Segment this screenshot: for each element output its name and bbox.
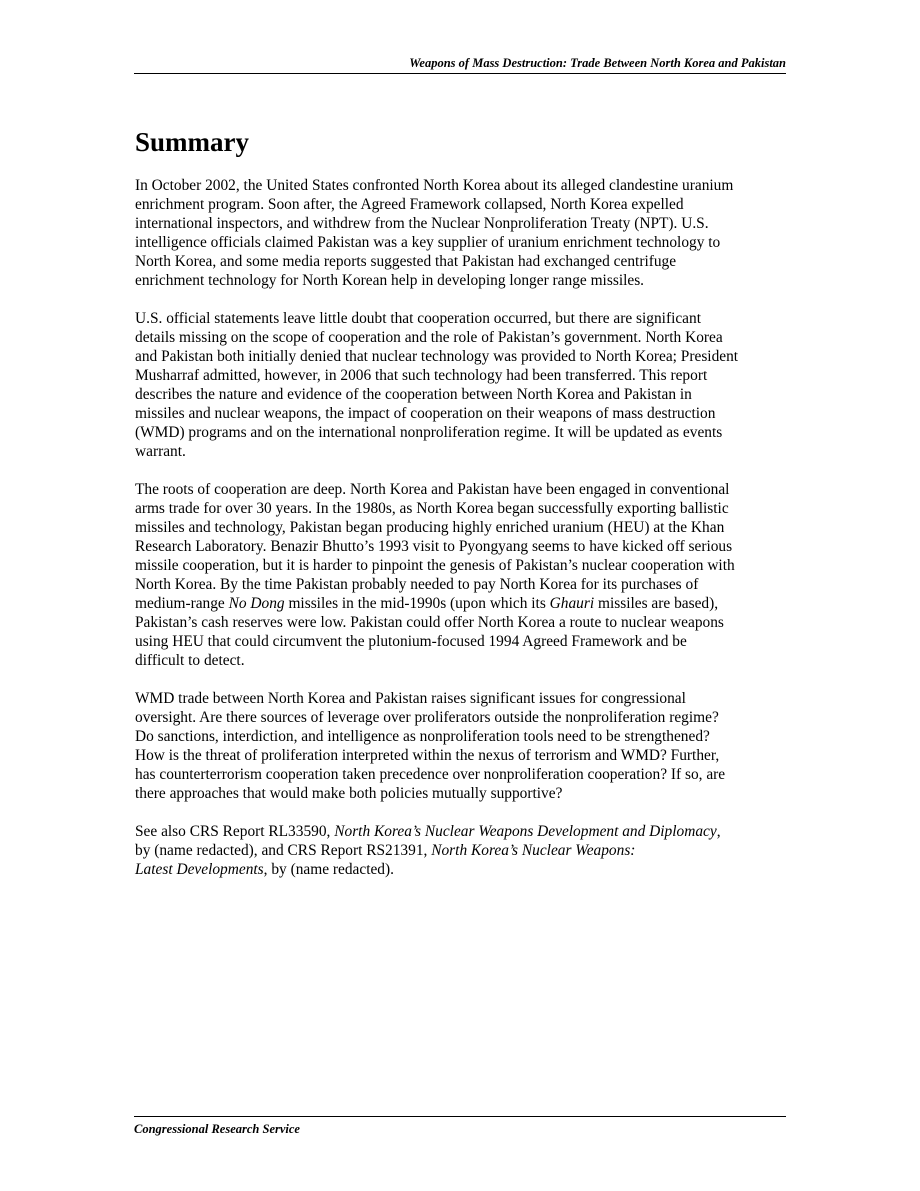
text-line: North Korea. By the time Pakistan probably needed to pay North Korea for its purchases of — [135, 576, 699, 593]
text-line — [135, 841, 785, 860]
section-title: Summary — [135, 127, 249, 157]
report-title: Latest Developments — [135, 861, 264, 878]
report-title: North Korea’s Nuclear Weapons Development and Diplomacy — [334, 823, 717, 840]
text-line: U.S. official statements leave little doubt that cooperation occurred, but there are significant — [135, 310, 701, 327]
text-line: missile cooperation, but it is harder to pinpoint the genesis of Pakistan’s nuclear cooperation with — [135, 557, 735, 574]
text-line: describes the nature and evidence of the cooperation between North Korea and Pakistan in — [135, 386, 692, 403]
text-line: missiles and nuclear weapons, the impact of cooperation on their weapons of mass destruction — [135, 405, 716, 422]
summary-body — [135, 176, 785, 898]
paragraph-3 — [135, 480, 785, 670]
text-run: , by (name redacted). — [263, 861, 394, 878]
text-line: Pakistan’s cash reserves were low. Pakistan could offer North Korea a route to nuclear weapons — [135, 614, 724, 631]
running-footer — [134, 1116, 786, 1137]
paragraph-1 — [135, 176, 785, 290]
see-also-paragraph — [135, 822, 785, 879]
text-line: warrant. — [135, 443, 186, 460]
text-line: difficult to detect. — [135, 652, 245, 669]
text-line — [135, 822, 785, 841]
paragraph-2 — [135, 309, 785, 461]
paragraph-4 — [135, 689, 785, 803]
text-line: international inspectors, and withdrew from the Nuclear Nonproliferation Treaty (NPT). U.S. — [135, 215, 709, 232]
text-line: details missing on the scope of cooperation and the role of Pakistan’s government. North Korea — [135, 329, 723, 346]
footer-organization: Congressional Research Service — [134, 1122, 300, 1136]
text-run: See also CRS Report RL33590, — [135, 823, 335, 840]
text-line: enrichment program. Soon after, the Agreed Framework collapsed, North Korea expelled — [135, 196, 684, 213]
text-line: (WMD) programs and on the international nonproliferation regime. It will be updated as events — [135, 424, 723, 441]
missile-name-ghauri: Ghauri — [549, 595, 595, 612]
text-line: missiles and technology, Pakistan began producing highly enriched uranium (HEU) at the Khan — [135, 519, 725, 536]
running-header-title: Weapons of Mass Destruction: Trade Between North Korea and Pakistan — [409, 56, 786, 70]
text-run: missiles in the mid-1990s (upon which its — [284, 595, 550, 612]
text-line: using HEU that could circumvent the plutonium-focused 1994 Agreed Framework and be — [135, 633, 687, 650]
text-run: , — [716, 823, 721, 840]
text-line: Research Laboratory. Benazir Bhutto’s 1993 visit to Pyongyang seems to have kicked off serious — [135, 538, 733, 555]
text-line: arms trade for over 30 years. In the 1980s, as North Korea began successfully exporting ballistic — [135, 500, 729, 517]
text-line: In October 2002, the United States confronted North Korea about its alleged clandestine uranium — [135, 177, 734, 194]
text-line: The roots of cooperation are deep. North Korea and Pakistan have been engaged in conventional — [135, 481, 730, 498]
text-run: by (name redacted), and CRS Report RS21391, — [135, 842, 432, 859]
text-run: missiles are based), — [594, 595, 719, 612]
text-line — [135, 860, 785, 879]
text-line: oversight. Are there sources of leverage over proliferators outside the nonproliferation regime? — [135, 709, 719, 726]
running-header — [134, 55, 786, 74]
text-line: North Korea, and some media reports suggested that Pakistan had exchanged centrifuge — [135, 253, 677, 270]
report-title: North Korea’s Nuclear Weapons: — [431, 842, 636, 859]
missile-name-no-dong: No Dong — [228, 595, 285, 612]
text-line: there approaches that would make both policies mutually supportive? — [135, 785, 563, 802]
text-line: WMD trade between North Korea and Pakistan raises significant issues for congressional — [135, 690, 686, 707]
text-line: How is the threat of proliferation interpreted within the nexus of terrorism and WMD? Further, — [135, 747, 720, 764]
text-line: Musharraf admitted, however, in 2006 that such technology had been transferred. This report — [135, 367, 708, 384]
text-line: and Pakistan both initially denied that nuclear technology was provided to North Korea; President — [135, 348, 739, 365]
text-line: has counterterrorism cooperation taken precedence over nonproliferation cooperation? If so, are — [135, 766, 726, 783]
text-line: enrichment technology for North Korean help in developing longer range missiles. — [135, 272, 645, 289]
text-line: Do sanctions, interdiction, and intelligence as nonproliferation tools need to be strengthened? — [135, 728, 710, 745]
text-line — [135, 594, 785, 613]
text-run: medium-range — [135, 595, 229, 612]
text-line: intelligence officials claimed Pakistan was a key supplier of uranium enrichment technology to — [135, 234, 721, 251]
